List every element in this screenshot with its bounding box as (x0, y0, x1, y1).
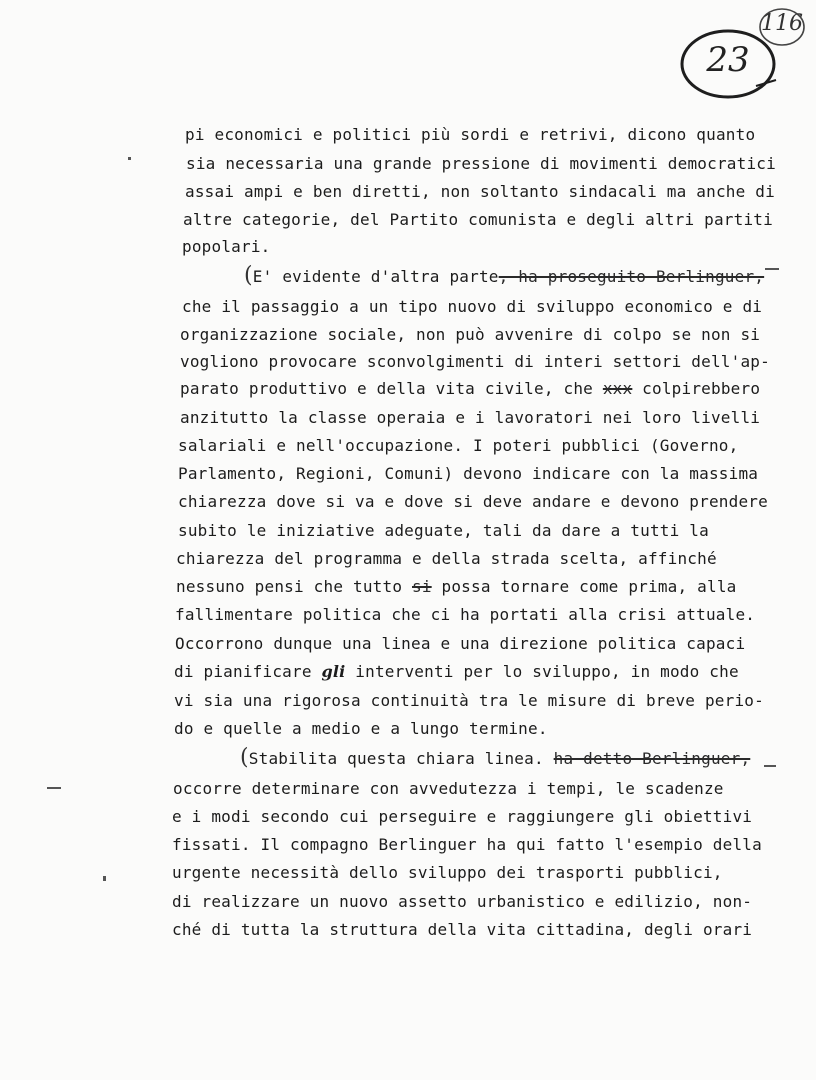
text-line: assai ampi e ben diretti, non soltanto sindacali ma anche di (185, 182, 775, 201)
text-line: occorre determinare con avvedutezza i tempi, le scadenze (173, 779, 724, 798)
text-line (244, 263, 765, 288)
text-fragment: parato produttivo e della vita civile (180, 379, 544, 398)
text-line (174, 662, 739, 682)
page-number: 23 (706, 40, 750, 80)
text-line: altre categorie, del Partito comunista e degli altri partiti (183, 210, 773, 229)
text-line: ché di tutta la struttura della vita cittadina, degli orari (172, 920, 753, 939)
struck-text: si (412, 577, 432, 596)
text-line: sia necessaria una grande pressione di movimenti democratici (186, 154, 776, 173)
text-line: e i modi secondo cui perseguire e raggiungere gli obiettivi (172, 807, 753, 826)
text-fragment: evidente d'altra parte (282, 267, 499, 286)
text-line: salariali e nell'occupazione. I poteri pubblici (Governo, (178, 436, 739, 455)
text-line: di realizzare un nuovo assetto urbanistico e edilizio, non- (172, 892, 753, 911)
struck-text: ha detto Berlinguer, (553, 749, 751, 768)
text-line: do e quelle a medio e a lungo termine. (174, 719, 548, 738)
text-line: fissati. Il compagno Berlinguer ha qui fatto l'esempio della (172, 835, 762, 854)
edit-bracket-icon: ( (240, 745, 249, 770)
text-line: Occorrono dunque una linea e una direzione politica capaci (175, 634, 746, 653)
text-line: urgente necessità dello sviluppo dei trasporti pubblici, (172, 863, 723, 882)
text-fragment: , che (543, 379, 593, 398)
text-line: Parlamento, Regioni, Comuni) devono indicare con la massima (178, 464, 759, 483)
text-line: che il passaggio a un tipo nuovo di sviluppo economico e di (182, 297, 763, 316)
text-fragment: colpirebbero (632, 379, 761, 398)
archive-number: 116 (761, 11, 803, 36)
text-line: vogliono provocare sconvolgimenti di interi settori dell'ap- (180, 352, 770, 371)
text-line: anzitutto la classe operaia e i lavoratori nei loro livelli (180, 408, 761, 427)
text-line: pi economici e politici più sordi e retrivi, dicono quanto (185, 125, 756, 144)
text-fragment: E' (252, 267, 273, 286)
text-fragment: Stabilita questa chiara linea. (248, 749, 544, 768)
text-fragment: di pianificare (174, 662, 312, 681)
handwritten-insert: gli (321, 662, 346, 681)
edit-bracket-icon: ( (244, 263, 253, 288)
text-fragment: interventi per lo sviluppo, in modo che (345, 662, 739, 681)
text-line: subito le iniziative adeguate, tali da dare a tutti la (178, 521, 709, 540)
text-line: chiarezza del programma e della strada scelta, affinché (176, 549, 717, 568)
text-line (180, 379, 760, 399)
text-line: chiarezza dove si va e dove si deve andare e devono prendere (178, 492, 768, 511)
text-line (240, 745, 751, 770)
text-line (176, 577, 737, 597)
text-line: vi sia una rigorosa continuità tra le misure di breve perio- (174, 691, 764, 710)
text-fragment: nessuno pensi che tutto (176, 577, 403, 596)
text-fragment: possa tornare come prima, alla (431, 577, 737, 596)
text-line: organizzazione sociale, non può avvenire di colpo se non si (180, 325, 761, 344)
struck-text: xxx (602, 379, 633, 398)
text-line: popolari. (182, 237, 271, 256)
text-line: fallimentare politica che ci ha portati alla crisi attuale. (175, 605, 756, 624)
struck-text: , ha proseguito Berlinguer, (498, 267, 765, 286)
